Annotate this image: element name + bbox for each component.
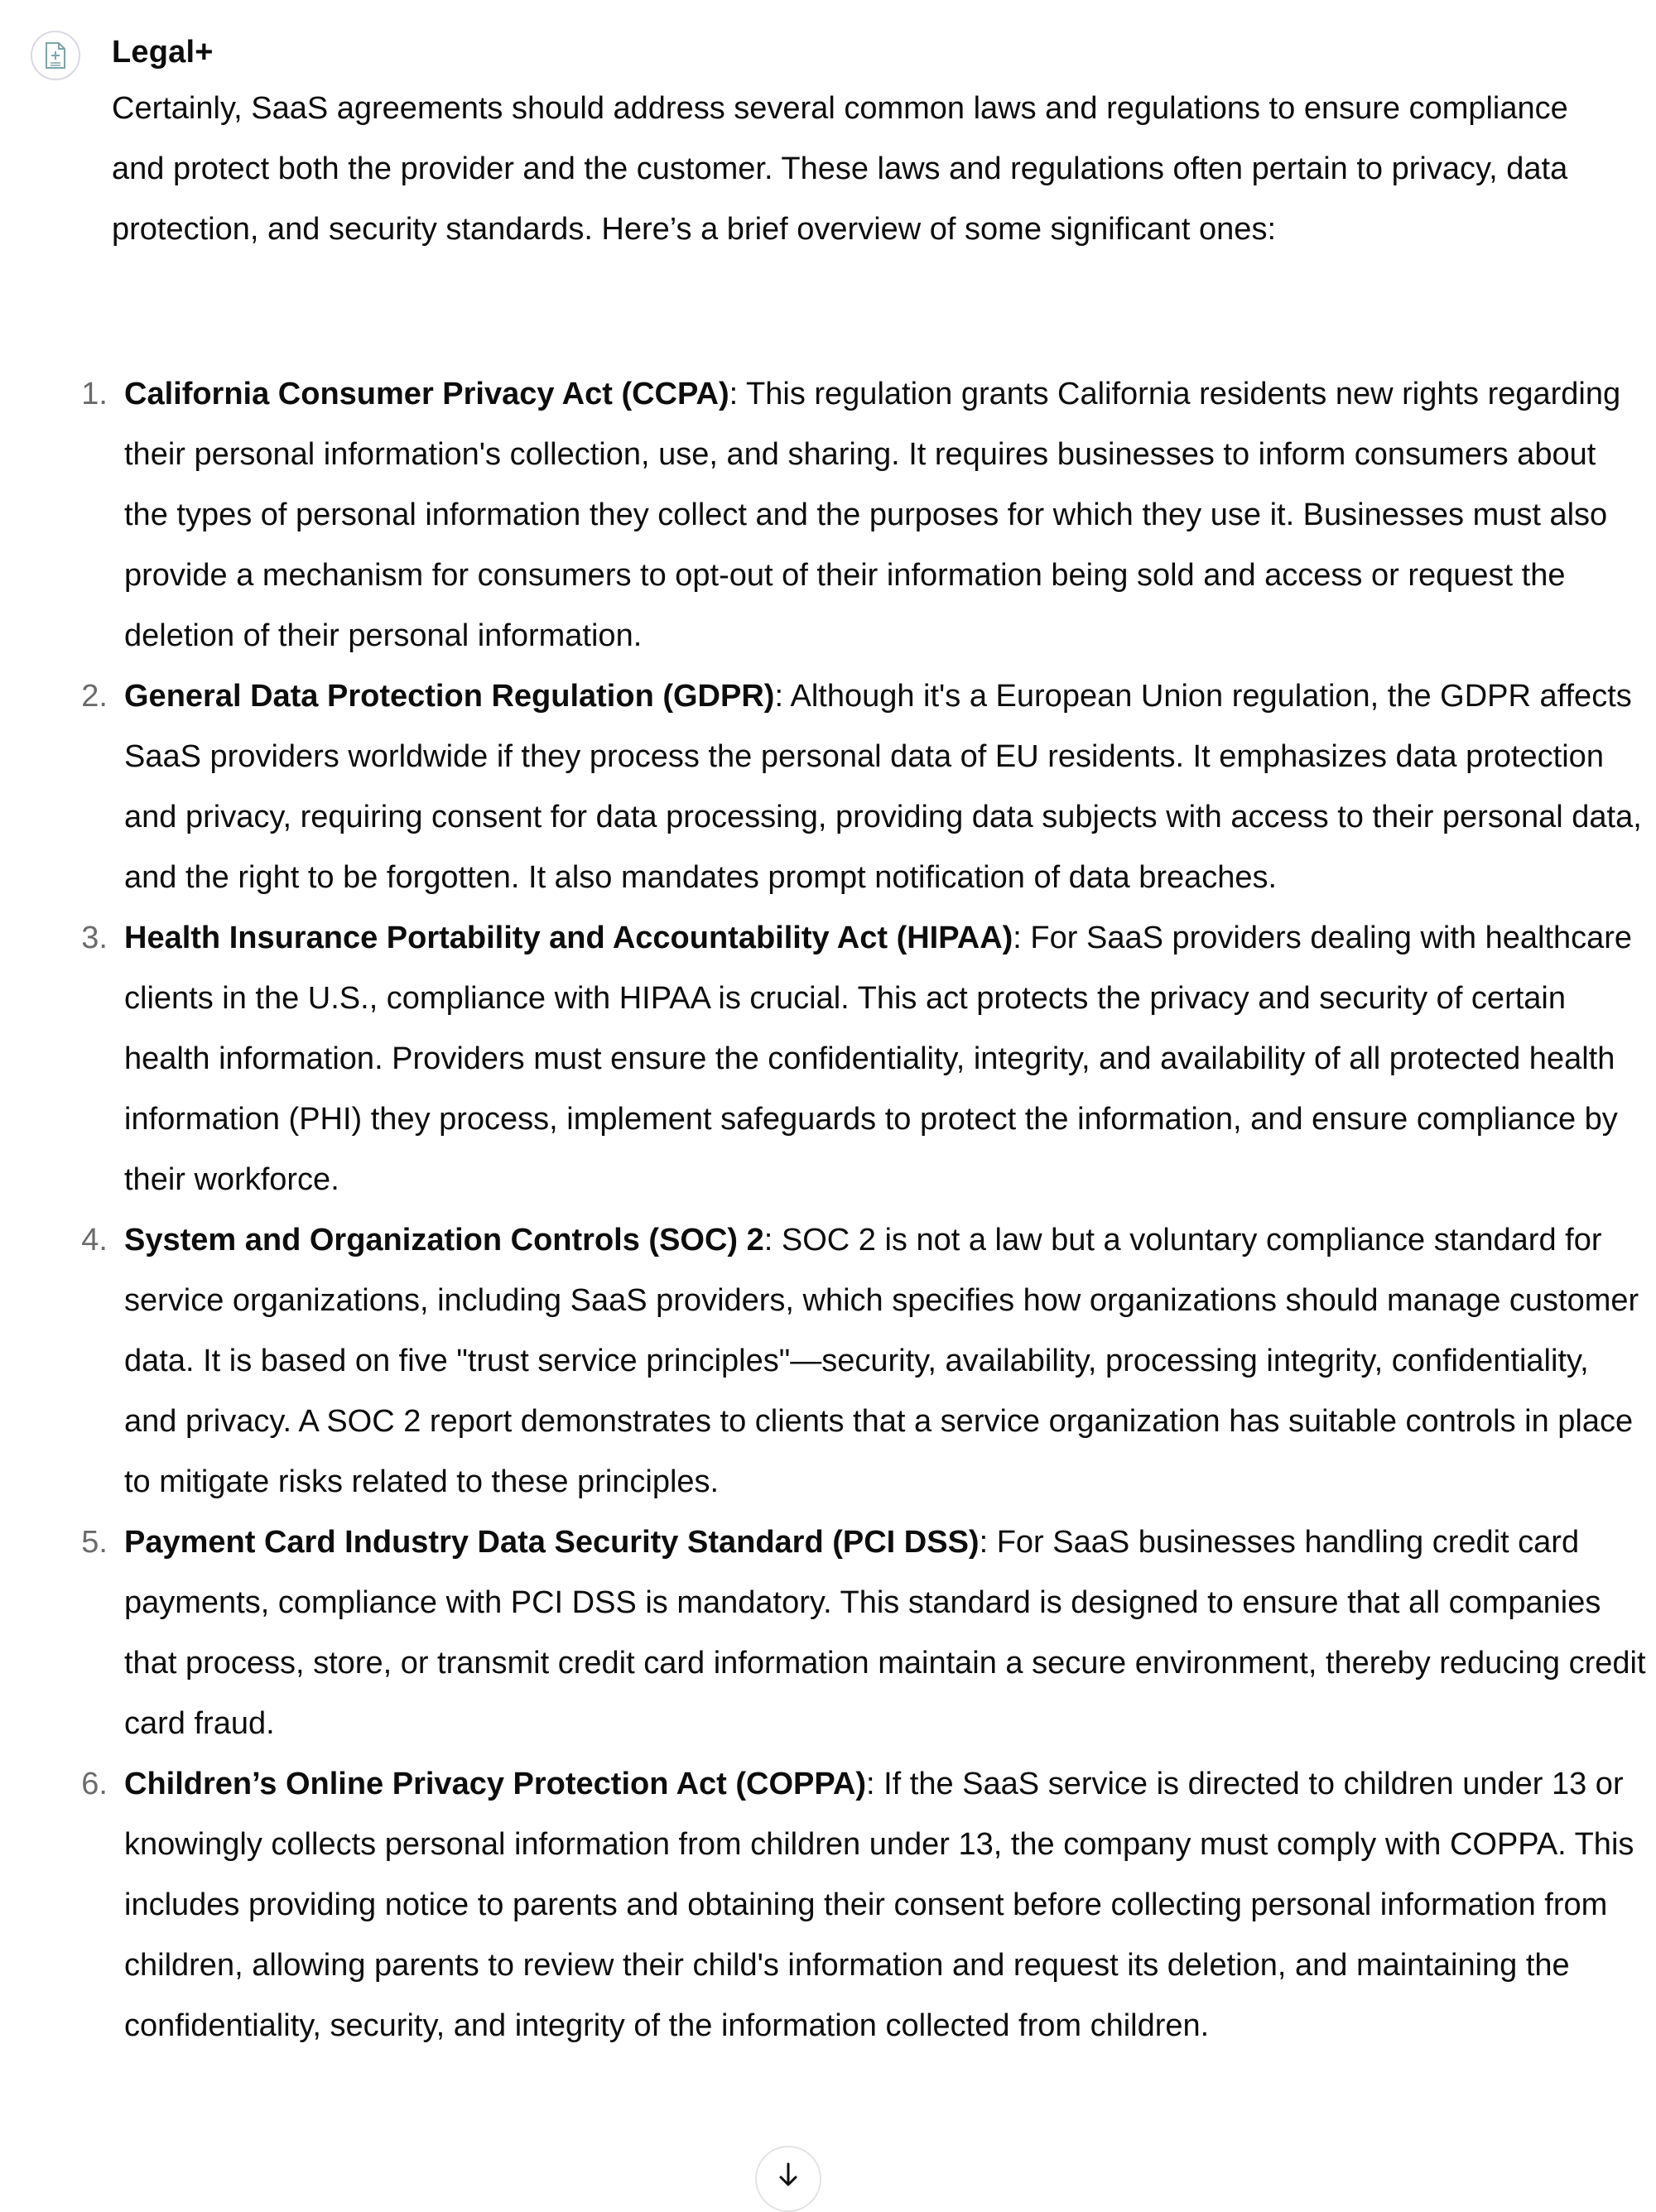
list-item bbox=[0, 908, 1648, 1210]
list-number: 6. bbox=[81, 1767, 108, 1801]
list-item-text: : Although it's a European Union regulation, the GDPR affects SaaS providers worldwide if they process the personal data of EU residents. It emphasizes data protection and privacy, requiring consent for data processing, providing data subjects with access to their personal data, and the right to be forgotten. It also mandates prompt notification of data breaches. bbox=[124, 679, 1642, 895]
document-plus-icon bbox=[43, 41, 68, 70]
message-intro: Certainly, SaaS agreements should address several common laws and regulations to ensure compliance and protect both the provider and the customer. These laws and regulations often pertain to privacy, data protection, and security standards. Here’s a brief overview of some significant ones: bbox=[112, 91, 1568, 247]
list-item bbox=[0, 1210, 1648, 1512]
list-item-text: : If the SaaS service is directed to children under 13 or knowingly collects personal information from children under 13, the company must comply with COPPA. This includes providing notice to parents and obtaining their consent before collecting personal information from children, allowing parents to review their child's information and request its deletion, and maintaining the confidentiality, security, and integrity of the information collected from children. bbox=[124, 1767, 1634, 2043]
list-item-title: Children’s Online Privacy Protection Act (COPPA) bbox=[124, 1767, 866, 1801]
arrow-down-icon bbox=[777, 2162, 799, 2187]
list-item bbox=[0, 1512, 1648, 1754]
list-item-title: Health Insurance Portability and Accountability Act (HIPAA) bbox=[124, 921, 1013, 955]
list-item bbox=[0, 666, 1648, 908]
list-item-title: General Data Protection Regulation (GDPR) bbox=[124, 679, 775, 714]
list-item-text: : SOC 2 is not a law but a voluntary compliance standard for service organizations, including SaaS providers, which specifies how organizations should manage customer data. It is based on five "trust service principles"—security, availability, processing integrity, confidentiality, and privacy. A SOC 2 report demonstrates to clients that a service organization has suitable controls in place to mitigate risks related to these principles. bbox=[124, 1223, 1639, 1499]
list-item-text: : This regulation grants California residents new rights regarding their personal information's collection, use, and sharing. It requires businesses to inform consumers about the types of personal information they collect and the purposes for which they use it. Businesses must also provide a mechanism for consumers to opt-out of their information being sold and access or request the deletion of their personal information. bbox=[124, 377, 1621, 653]
regulations-list bbox=[0, 364, 1648, 2056]
list-item bbox=[0, 364, 1648, 666]
list-item-text: : For SaaS providers dealing with healthcare clients in the U.S., compliance with HIPAA is crucial. This act protects the privacy and security of certain health information. Providers must ensure the confidentiality, integrity, and availability of all protected health information (PHI) they process, implement safeguards to protect the information, and ensure compliance by their workforce. bbox=[124, 921, 1633, 1197]
avatar bbox=[31, 31, 80, 80]
author-name: Legal+ bbox=[112, 35, 214, 70]
list-item-title: Payment Card Industry Data Security Standard (PCI DSS) bbox=[124, 1525, 980, 1560]
list-item-title: California Consumer Privacy Act (CCPA) bbox=[124, 377, 729, 411]
list-number: 3. bbox=[81, 921, 108, 955]
list-item-text: : For SaaS businesses handling credit card payments, compliance with PCI DSS is mandatory. This standard is designed to ensure that all companies that process, store, or transmit credit card information maintain a secure environment, thereby reducing credit card fraud. bbox=[124, 1525, 1646, 1741]
list-number: 5. bbox=[81, 1525, 108, 1560]
scroll-to-bottom-button[interactable] bbox=[755, 2146, 821, 2212]
list-number: 1. bbox=[81, 377, 108, 411]
list-item bbox=[0, 1754, 1648, 2056]
list-item-title: System and Organization Controls (SOC) 2 bbox=[124, 1223, 764, 1257]
list-number: 4. bbox=[81, 1223, 108, 1257]
list-number: 2. bbox=[81, 679, 108, 714]
